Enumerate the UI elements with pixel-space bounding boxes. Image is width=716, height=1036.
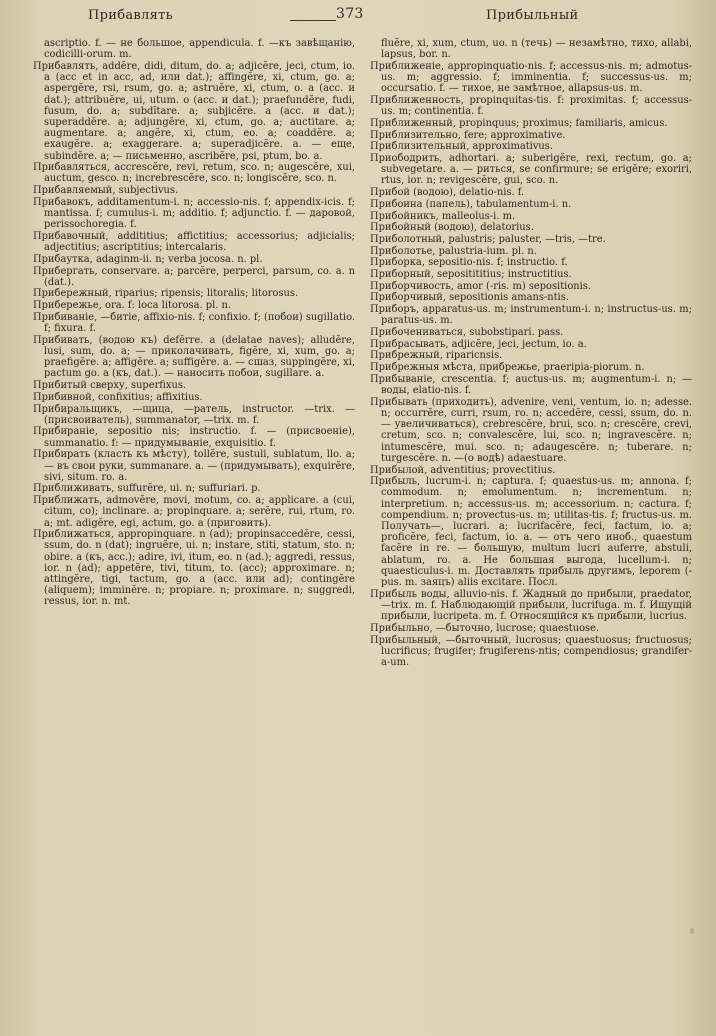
header-rule — [290, 20, 336, 21]
dictionary-entry: Приближаться, appropinquare. n (ad); propinsaccedĕre, cessi, ssum, do. n (dat); ingruĕre, ui. n; instare, stiti, statum, sto. n; obire. a (къ, acc.); adire, ivi, itum, eo. n (ad.); aggredi, ressus, ior. n (ad); appetĕre, tivi, titum, to. (acc); approximare. n; attingĕre, tigi, tactum, go. a (acc. или ad); contingĕre (aliquem); imminĕre. n; propiare. n; proximare. n; suggredi, ressus, ior. n. mt. — [33, 529, 355, 608]
dictionary-entry: Прибиваніе, —битіе, affixio-nis. f; confixio. f; (побои) sugillatio. f; fixura. f. — [33, 311, 355, 335]
dictionary-entry: Приборный, sepositititius; instructitius. — [370, 269, 572, 281]
dictionary-entry: Приборчивый, sepositionis amans-ntis. — [370, 292, 569, 304]
dictionary-entry: Прибережный, riparius; ripensis; litoralis; litorosus. — [33, 288, 299, 300]
dictionary-entry: Приближивать, suffurĕre, ui. n; suffuriari. p. — [33, 483, 261, 495]
dictionary-entry: Прибавлять, addĕre, didi, ditum, do. a; adjicĕre, jeci, ctum, io. a (acc et in acc, ad, или dat.); affingĕre, xi, ctum, go. a; aspergĕre, rsi, rsum, go. a; astruĕre, xi, ctum, o. a (acc. и dat.); attribuĕre, ui, utum. o (acc. и dat.); praefundĕre, fudi, fusum, do. a; subdĭtare. a; subjicĕre. a (acc. и dat.); superaddĕre. a; adjungĕre, xi, ctum, go. a; auctitare. a; augmentare. a; angĕre, xi, ctum, eo. a; coaddĕre. a; exaugĕre. a; exaggerare. a; superadjicĕre. a. — еще, subindĕre. a; — письменно, ascribĕre, psi, ptum, bo. a. — [33, 60, 355, 162]
dictionary-entry: Прибивать, (водою къ) defĕrre. a (delatae naves); alludĕre, lusi, sum, do. a; — приколачивать, figĕre, xi, xum, go. a; praefigĕre. a; affigĕre. a; suffigĕre. a. — сшаз, suppingĕre, xi, pactum go. a (къ, dat.). — наносить побои, sugillare. a. — [33, 334, 355, 380]
dictionary-entry: Прибавляться, accrescĕre, revi, retum, sco. n; augescĕre, xui, auctum, gesco. n; increbrescĕre, sco. n; longiscĕre, sco. n. — [33, 162, 355, 185]
dictionary-entry: Прибивной, confixitius; affixitius. — [33, 391, 203, 403]
page-number: 373 — [336, 6, 364, 22]
dictionary-entry: Прибаутка, adaginm-ii. n; verba jocosa. n. pl. — [33, 253, 263, 265]
dictionary-entry: Приблизительный, approximativus. — [370, 141, 553, 153]
dictionary-entry: Приободрить, adhortari. a; suberigĕre, rexi, rectum, go. a; subvegetare. a. — риться, se confirmure; se erigĕre; exoriri, rtus, ior. n; revigescĕre, gui, sco. n. — [370, 153, 692, 187]
dictionary-entry: Прибергать, conservare. a; parcĕre, perperci, parsum, co. a. n (dat.). — [33, 265, 355, 288]
dictionary-entry: Приближенность, propinquitas-tis. f: proximitas. f; accessus-us. m; continentia. f. — [370, 95, 692, 118]
dictionary-entry: Приболотье, palustria-ium. pl. n. — [370, 245, 537, 257]
dictionary-entry: Прибитый сверху, superfixus. — [33, 380, 187, 392]
dictionary-entry: Приболотный, palustris; paluster, —tris, —tre. — [370, 233, 606, 245]
dictionary-entry: Прибрасывать, adjicĕre, jeci, jectum, io. a. — [370, 338, 587, 350]
dictionary-entry: Прибавляемый, subjectivus. — [33, 185, 179, 197]
dictionary-entry: Прибываніе, crescentia. f; auctus-us. m; augmentum-i. n; — воды, elatio-nis. f. — [370, 373, 692, 397]
dictionary-entry: Прибоина (папель), tabulamentum-i. n. — [370, 198, 572, 210]
dictionary-entry: Прибавочный, addititius; affictitius; accessorius; adjicialis; adjectitius; ascriptitius; intercalaris. — [33, 230, 355, 254]
dictionary-entry: Приблизительно, fere; approximative. — [370, 129, 566, 141]
dictionary-entry: Прибылой, adventitius; provectitius. — [370, 464, 556, 476]
dictionary-entry: Прибочениваться, subobstipari. pass. — [370, 327, 564, 339]
page-header — [0, 8, 716, 30]
dictionary-entry: Прибережье, ora. f: loca litorosa. pl. n. — [33, 300, 232, 312]
dictionary-entry: Прибирать (класть къ мѣсту), tollĕre, sustuli, sublatum, llo. a; — въ свои руки, summanare. a. — (придумывать), exquirĕre, sivi, situm. ro. a. — [33, 449, 355, 483]
dictionary-entry: ascriptio. f. — не большое, appendicula. f. —къ завѣщанію, codicilli-orum. m. — [44, 38, 355, 61]
header-left-guideword: Прибавлять — [88, 8, 173, 23]
left-column — [33, 38, 355, 608]
dictionary-entry: Приближенный, propinquus; proximus; familiaris, amicus. — [370, 117, 668, 129]
dictionary-entry: Прибой (водою), delatio-nis. f. — [370, 187, 525, 199]
dictionary-entry: Прибойный (водою), delatorius. — [370, 222, 534, 234]
right-column — [370, 38, 692, 669]
dictionary-entry: Прибыльно, —быточно, lucrose; quaestuose. — [370, 622, 600, 634]
dictionary-entry: Прибиральщикъ, —щица, —ратель, instructor. —trix. — (присвоиватель), summanator, —trix. m. f. — [33, 403, 355, 426]
dictionary-entry: Прибыль, lucrum-i. n; captura. f; quaestus-us. m; annona. f; commodum. n; emolumentum. n; incrementum. n; interpretium. n; accessus-us. m; accessorium. n; cactura. f; compendium. n; provectus-us. m; utilitas-tis. f; fructus-us. m. Получать—, lucrari. a; lucrifacĕre, feci, factum, io. a; proficĕre, feci, factum, io. a. — отъ чего иноб., quaestum facĕre in re. — большую, multum lucri auferre, abstuli, ablatum, ro. a. Не большая выгода, lucellum-i. n; quaesticulus-i. m. Доставлять прибыль другимъ, leporem (-pus. m. заяцъ) aliis excitare. Посл. — [370, 476, 692, 589]
page-stain — [690, 928, 694, 934]
dictionary-entry: Прибойникъ, malleolus-i. m. — [370, 210, 516, 222]
dictionary-entry: Приближеніе, appropinquatio-nis. f; accessus-nis. m; admotus-us. m; aggressio. f; imminentia. f; successus-us. m; occursatio. f. — тихое, не замѣтное, allapsus-us. m. — [370, 60, 692, 95]
dictionary-entry: Прибираніе, sepositio nis; instructio. f. — (присвоеніе), summanatio. f: — придумываніе, exquisitio. f. — [33, 426, 355, 449]
dictionary-entry: Приближать, admovĕre, movi, motum, co. a; applicare. a (cui, citum, co); inclinare. a; propinquare. a; serĕre, rui, rtum, ro. a; mt. adigĕre, egi, actum, go. a (приговить). — [33, 495, 355, 529]
dictionary-entry: Прибыльный, —быточный, lucrosus; quaestuosus; fructuosus; lucrificus; frugifer; frugiferens-ntis; compendiosus; grandifer-a-um. — [370, 634, 692, 668]
dictionary-entry: Приборъ, apparatus-us. m; instrumentum-i. n; instructus-us. m; paratus-us. m. — [370, 304, 692, 327]
dictionary-entry: Прибавокъ, additamentum-i. n; accessio-nis. f; appendix-icis. f; mantissa. f; cumulus-i. m; additio. f; adjunctio. f. — даровой, perissochoregia. f. — [33, 196, 355, 231]
dictionary-entry: Прибывать (приходить), advenire, veni, ventum, io. n; adesse. n; occurrĕre, curri, rsum, ro. n; accedĕre, cessi, ssum, do. n. — увеличиваться), crebrescĕre, brui, sco. n; crescĕre, crevi, cretum, sco. n; convalescĕre, lui, sco. n; ingravescĕre. n; intumescĕre, mui. sco. n; adaugescĕre. n; tuberare. n; turgescĕre. n. —(о водѣ) adaestuare. — [370, 396, 692, 464]
dictionary-entry: fluĕre, xi, xum, ctum, uo. n (течь) — незамѣтно, тихо, allabi, lapsus, bor. n. — [381, 38, 692, 61]
dictionary-entry: Прибрежный, riparicnsis. — [370, 350, 503, 362]
dictionary-entry: Приборчивость, amor (-ris. m) sepositionis. — [370, 280, 592, 292]
dictionary-entry: Приборка, sepositio-nis. f; instructio. f. — [370, 257, 568, 269]
header-right-guideword: Прибыльный — [486, 8, 579, 23]
dictionary-entry: Прибыль воды, alluvio-nis. f. Жадный до прибыли, praedator, —trix. m. f. Наблюдающій прибыли, lucrifuga. m. f. Ищущій прибыли, lucripeta. m. f. Относящійся къ прибыли, lucrius. — [370, 588, 692, 623]
dictionary-entry: Прибрежныя мѣста, прибрежье, praeripia-piorum. n. — [370, 362, 645, 374]
